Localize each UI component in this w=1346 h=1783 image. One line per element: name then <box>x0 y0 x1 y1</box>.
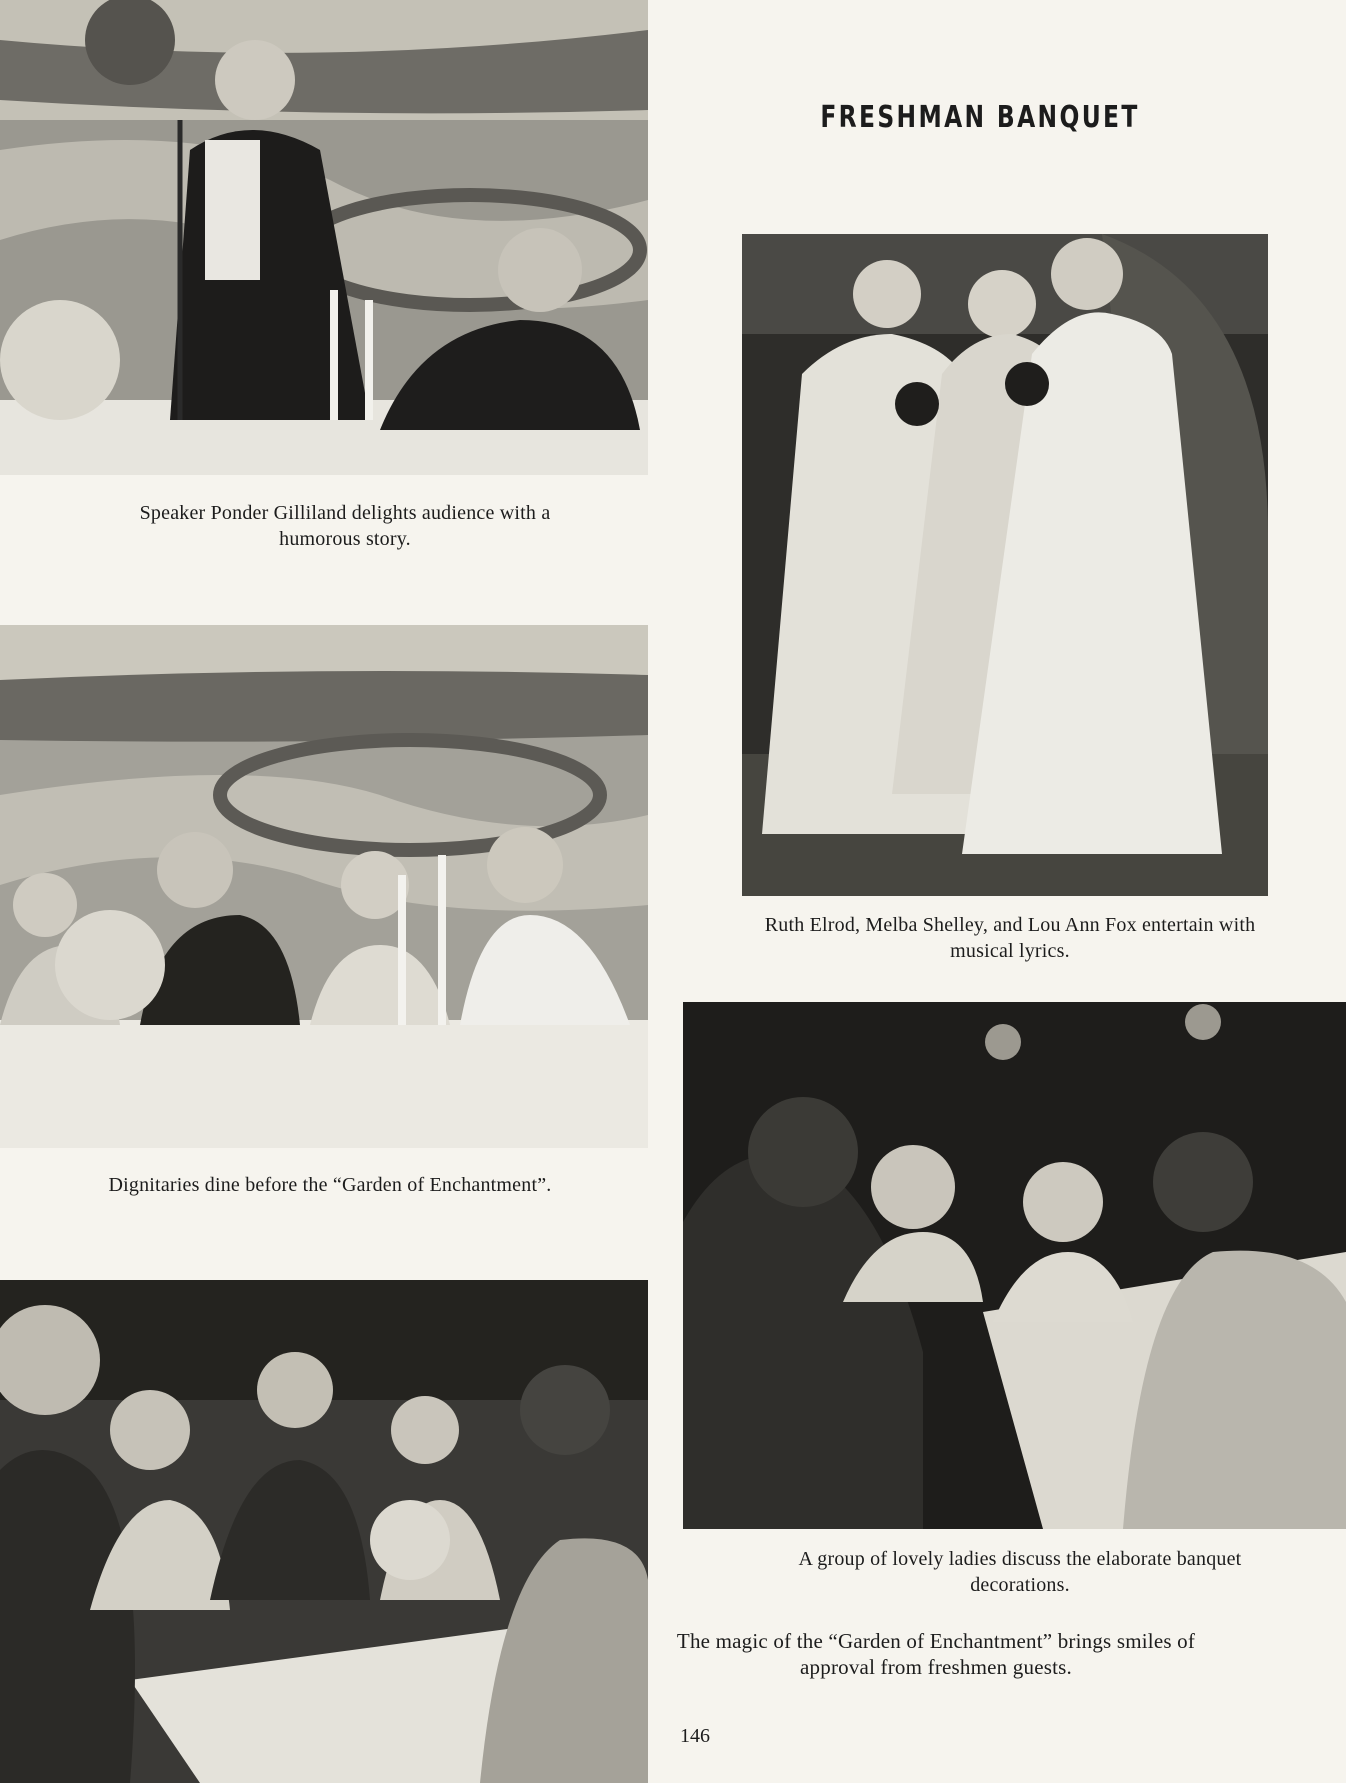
photo-singers <box>742 234 1268 896</box>
photo-ladies <box>683 1002 1346 1529</box>
caption-singers: Ruth Elrod, Melba Shelley, and Lou Ann Fox entertain with musical lyrics. <box>764 914 1256 962</box>
page-title: FRESHMAN BANQUET <box>820 100 1140 135</box>
caption-magic: The magic of the “Garden of Enchantment” brings smiles of approval from freshmen guests. <box>676 1629 1196 1679</box>
photo-freshmen-guests <box>0 1280 648 1783</box>
caption-ladies: A group of lovely ladies discuss the elaborate banquet decorations. <box>798 1548 1242 1596</box>
photo-dignitaries <box>0 625 648 1148</box>
caption-speaker: Speaker Ponder Gilliland delights audience with a humorous story. <box>139 502 551 550</box>
photo-speaker <box>0 0 648 475</box>
caption-dignitaries: Dignitaries dine before the “Garden of Enchantment”. <box>108 1174 552 1196</box>
page-number: 146 <box>680 1725 710 1747</box>
